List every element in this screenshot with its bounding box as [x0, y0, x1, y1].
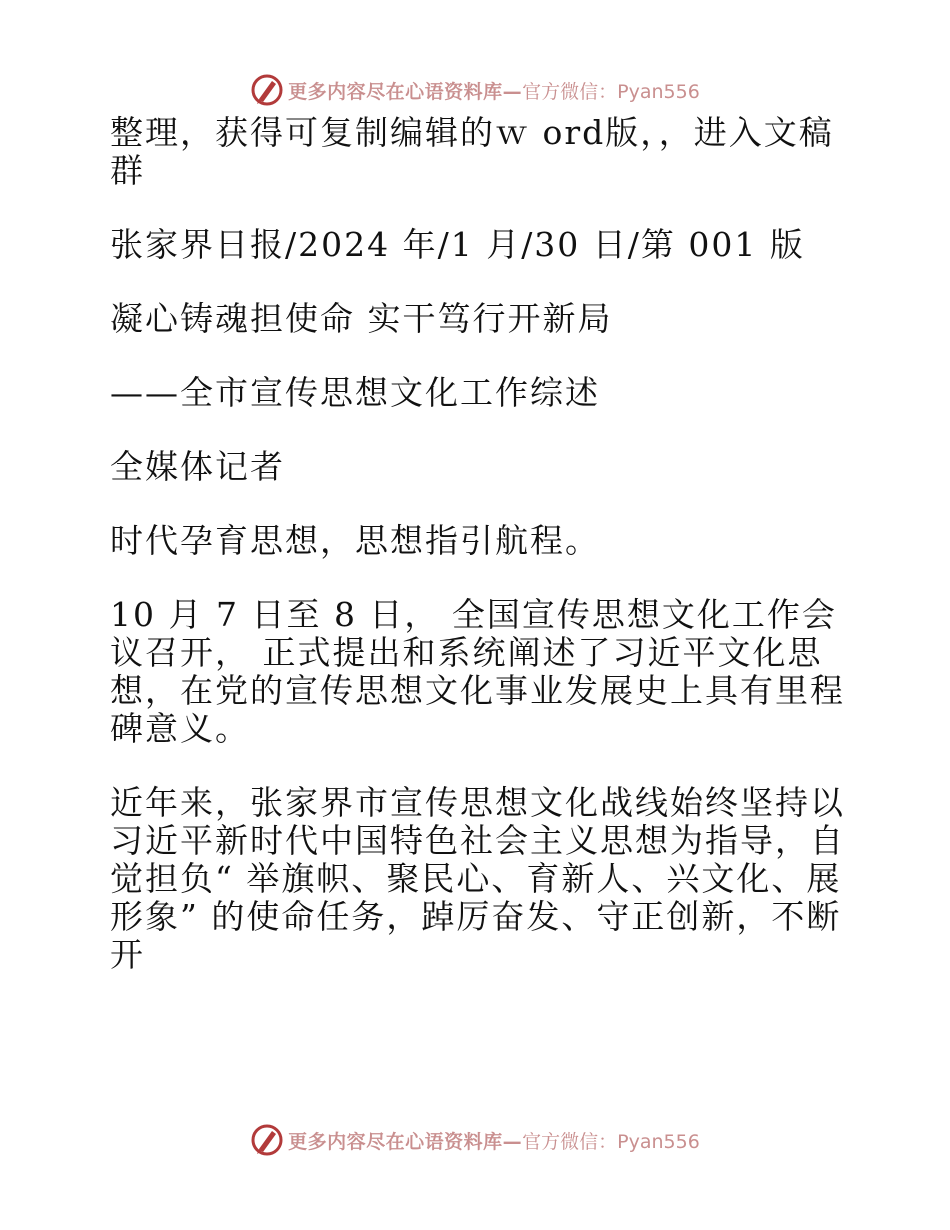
byline: 全媒体记者 [110, 447, 285, 486]
banner-text: 更多内容尽在心语资料库— [288, 80, 523, 103]
paragraph-lead: 时代孕育思想，思想指引航程。 [110, 521, 600, 560]
paragraph-intro: 整理，获得可复制编辑的ｗ ord版，，进入文稿群 [110, 113, 834, 190]
header-watermark-banner [0, 70, 950, 110]
banner-contact: 官方微信：Pyan556 [522, 1130, 700, 1153]
article-subtitle: ——全市宣传思想文化工作综述 [110, 373, 600, 412]
paragraph-source-line: 张家界日报/2024 年/1 月/30 日/第 001 版 [110, 225, 805, 264]
pen-logo-icon [250, 73, 284, 107]
paragraph-conference: 10 月 7 日至 8 日， 全国宣传思想文化工作会议召开， 正式提出和系统阐述了习近平文化思想，在党的宣传思想文化事业发展史上具有里程碑意义。 [110, 595, 845, 748]
banner-contact: 官方微信：Pyan556 [522, 80, 700, 103]
pen-logo-icon [250, 1123, 284, 1157]
footer-watermark-banner [0, 1120, 950, 1160]
article-title: 凝心铸魂担使命 实干笃行开新局 [110, 299, 613, 338]
document-body [98, 114, 858, 1010]
banner-text: 更多内容尽在心语资料库— [288, 1130, 523, 1153]
paragraph-recent-years: 近年来，张家界市宣传思想文化战线始终坚持以习近平新时代中国特色社会主义思想为指导，自觉担负“ 举旗帜、聚民心、育新人、兴文化、展形象” 的使命任务，踔厉奋发、守正创新，不断开 [110, 783, 845, 974]
